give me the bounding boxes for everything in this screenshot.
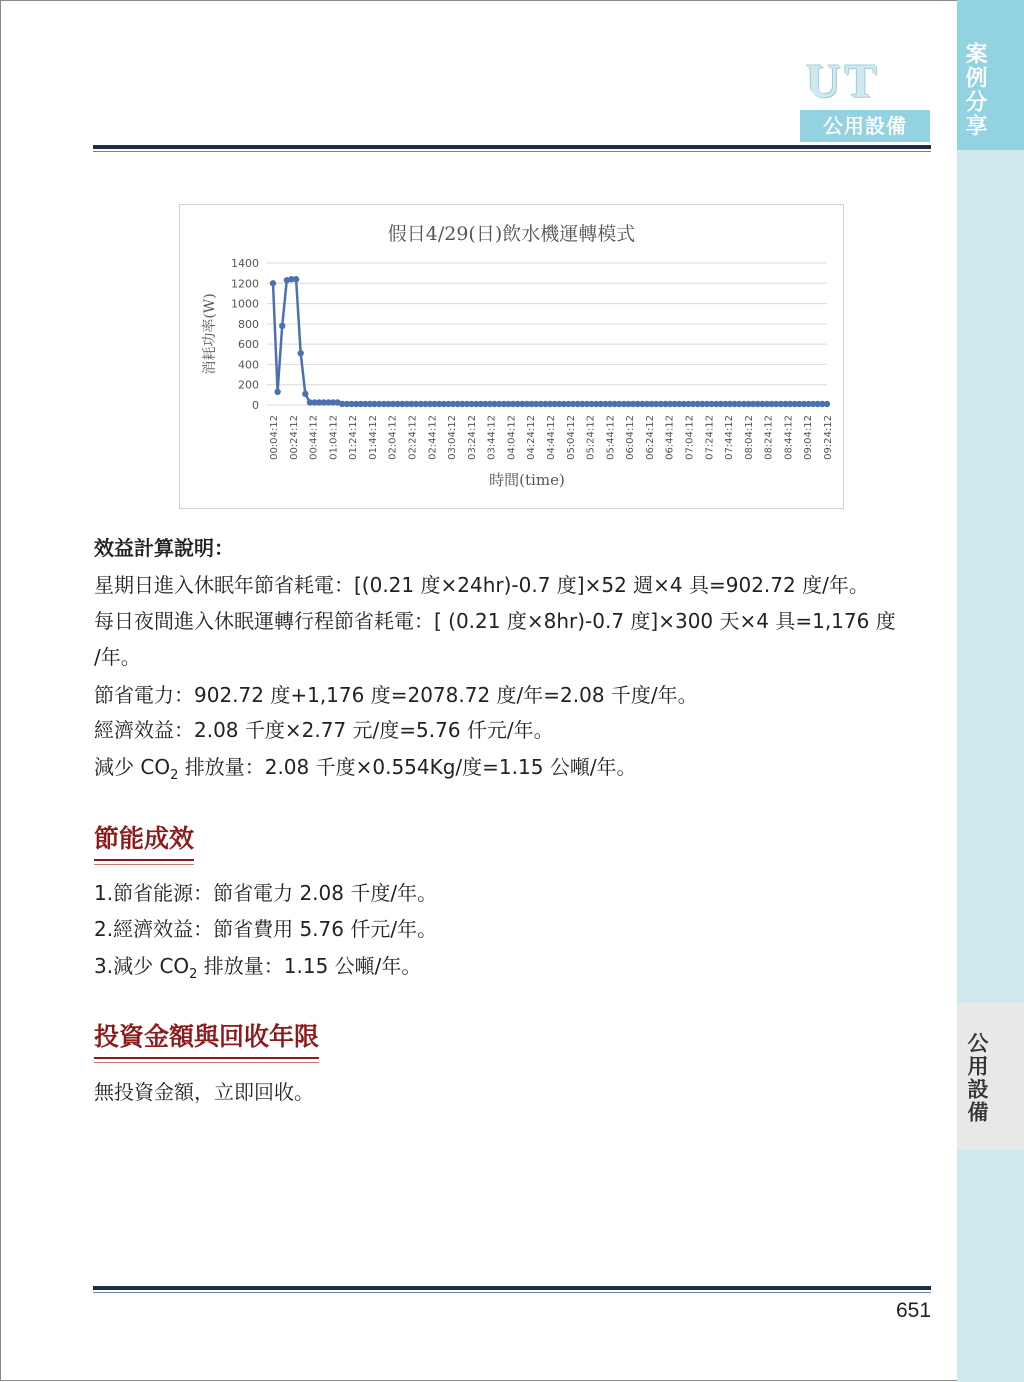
benefit-heading: 效益計算說明：: [94, 536, 234, 560]
data-point: [270, 280, 276, 286]
benefit-line-nightly: 每日夜間進入休眠運轉行程節省耗電：[ (0.21 度×8hr)-0.7 度]×300 天×4 具=1,176 度: [94, 609, 896, 633]
x-tick-label: 02:24:12: [407, 415, 419, 460]
x-tick-label: 08:44:12: [783, 415, 795, 460]
x-tick-label: 02:44:12: [427, 415, 439, 460]
x-tick-label: 07:24:12: [704, 415, 716, 460]
chart-plot: [180, 205, 845, 510]
y-tick-label: 400: [238, 358, 259, 372]
x-tick-label: 01:04:12: [328, 415, 340, 460]
x-axis-label: 時間(time): [489, 471, 565, 489]
investment-heading: 投資金額與回收年限: [94, 1017, 319, 1059]
y-tick-label: 0: [252, 399, 259, 412]
series-line: [273, 279, 827, 404]
side-tab-case-sharing-label: 案例分享: [962, 42, 987, 138]
x-tick-label: 06:04:12: [625, 415, 637, 460]
benefit-line-economic: 經濟效益：2.08 千度×2.77 元/度=5.76 仟元/年。: [94, 718, 554, 742]
x-tick-label: 05:24:12: [585, 415, 597, 460]
energy-saving-item-3: 3.減少 $CO_2$ 排放量：1.15 公噸/年。: [94, 954, 422, 982]
data-point: [824, 401, 830, 407]
x-tick-label: 05:44:12: [605, 415, 617, 460]
energy-saving-item-2: 2.經濟效益：節省費用 5.76 仟元/年。: [94, 917, 438, 941]
x-tick-label: 09:04:12: [803, 415, 815, 460]
x-tick-label: 03:44:12: [486, 415, 498, 460]
y-tick-label: 200: [238, 378, 259, 392]
y-tick-label: 1200: [231, 277, 259, 291]
energy-saving-heading: 節能成效: [94, 819, 194, 861]
header-category-badge: 公用設備: [800, 110, 930, 142]
data-point: [302, 391, 308, 397]
x-tick-label: 01:44:12: [367, 415, 379, 460]
ut-logo: UT: [806, 55, 881, 108]
footer-rule: [93, 1286, 931, 1293]
x-tick-label: 08:04:12: [743, 415, 755, 460]
x-tick-label: 03:04:12: [447, 415, 459, 460]
x-tick-label: 03:24:12: [466, 415, 478, 460]
side-tab-utilities-label: 公用設備: [965, 1032, 989, 1124]
side-strip: [957, 0, 1024, 1382]
x-tick-label: 07:44:12: [724, 415, 736, 460]
page-number: 651: [896, 1299, 932, 1322]
x-tick-label: 04:04:12: [506, 415, 518, 460]
data-point: [293, 276, 299, 282]
x-tick-label: 01:24:12: [348, 415, 360, 460]
x-tick-label: 00:44:12: [308, 415, 320, 460]
data-point: [279, 323, 285, 329]
y-tick-label: 1000: [231, 297, 259, 311]
data-point: [298, 350, 304, 356]
x-tick-label: 08:24:12: [763, 415, 775, 460]
x-tick-label: 02:04:12: [387, 415, 399, 460]
y-tick-label: 800: [238, 317, 259, 331]
benefit-line-nightly-cont: /年。: [94, 645, 141, 669]
benefit-line-co2: 減少 $CO_2$ 排放量：2.08 千度×0.554Kg/度=1.15 公噸/年。: [94, 755, 637, 783]
y-tick-label: 1400: [231, 257, 259, 270]
x-tick-label: 06:44:12: [664, 415, 676, 460]
energy-saving-item-1: 1.節省能源：節省電力 2.08 千度/年。: [94, 881, 438, 905]
x-tick-label: 05:04:12: [565, 415, 577, 460]
power-chart: [179, 204, 844, 509]
benefit-line-sunday: 星期日進入休眠年節省耗電：[(0.21 度×24hr)-0.7 度]×52 週×4 具=902.72 度/年。: [94, 573, 869, 597]
benefit-line-power-saved: 節省電力：902.72 度+1,176 度=2078.72 度/年=2.08 千度/年。: [94, 683, 698, 707]
data-point: [274, 389, 280, 395]
x-tick-label: 07:04:12: [684, 415, 696, 460]
header-rule: [93, 145, 931, 152]
y-axis-label: 消耗功率(W): [202, 293, 218, 375]
x-tick-label: 04:44:12: [546, 415, 557, 460]
chart-title: 假日4/29(日)飲水機運轉模式: [387, 223, 636, 245]
x-tick-label: 04:24:12: [526, 415, 538, 460]
x-tick-label: 09:24:12: [823, 415, 834, 460]
x-tick-label: 00:24:12: [288, 415, 300, 460]
x-tick-label: 00:04:12: [269, 415, 280, 460]
y-tick-label: 600: [238, 338, 259, 352]
investment-text: 無投資金額，立即回收。: [94, 1080, 314, 1104]
x-tick-label: 06:24:12: [644, 415, 656, 460]
